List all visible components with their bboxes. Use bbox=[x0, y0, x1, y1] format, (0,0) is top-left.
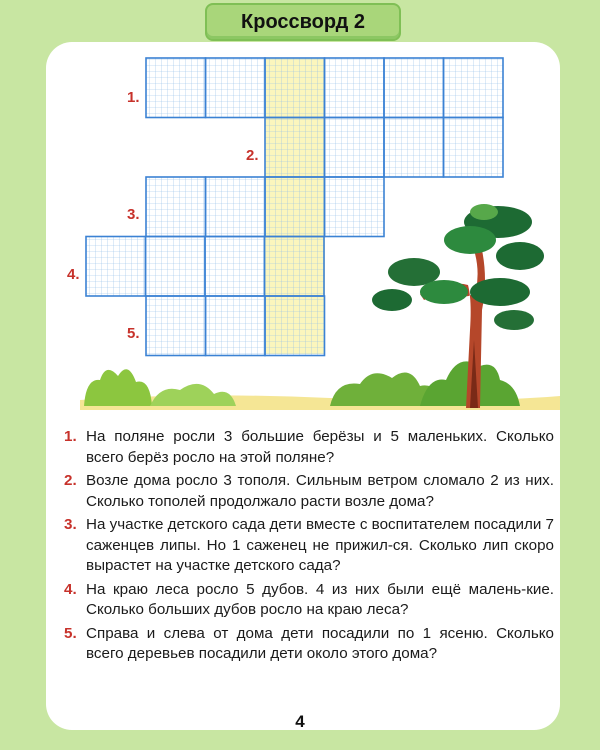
clue-number-4: 4. bbox=[67, 266, 80, 283]
clue-number-2: 2. bbox=[246, 147, 259, 164]
page-number: 4 bbox=[295, 712, 305, 731]
question-number: 3. bbox=[64, 516, 77, 533]
question-item bbox=[64, 427, 554, 468]
question-text: На краю леса росло 5 дубов. 4 из них были ещё малень-кие. Сколько больших дубов росло на краю леса? bbox=[86, 580, 554, 618]
question-item bbox=[64, 471, 554, 512]
question-text: Возле дома росло 3 тополя. Сильным ветром сломало 2 из них. Сколько тополей продолжало расти возле дома? bbox=[86, 472, 554, 510]
question-number: 1. bbox=[64, 428, 77, 445]
page-title: Кроссворд 2 bbox=[205, 3, 401, 41]
question-item bbox=[64, 580, 554, 621]
question-text: На поляне росли 3 большие берёзы и 5 маленьких. Сколько всего берёз росло на этой поляне? bbox=[86, 428, 554, 466]
question-number: 5. bbox=[64, 624, 77, 642]
clue-number-5: 5. bbox=[127, 325, 140, 342]
question-text: Справа и слева от дома дети посадили по 1 ясеню. Сколько всего деревьев посадили дети около этого дома? bbox=[86, 624, 554, 662]
question-item bbox=[64, 515, 554, 577]
question-text: На участке детского сада дети вместе с воспитателем посадили 7 саженцев липы. Но 1 саженец не прижил-ся. Сколько лип скоро вырастет на участке детского сада? bbox=[86, 516, 554, 574]
clue-number-1: 1. bbox=[127, 89, 140, 106]
question-item bbox=[64, 624, 554, 665]
questions-list bbox=[64, 427, 554, 668]
question-number: 4. bbox=[64, 580, 77, 598]
clue-number-3: 3. bbox=[127, 206, 140, 223]
question-number: 2. bbox=[64, 472, 77, 489]
